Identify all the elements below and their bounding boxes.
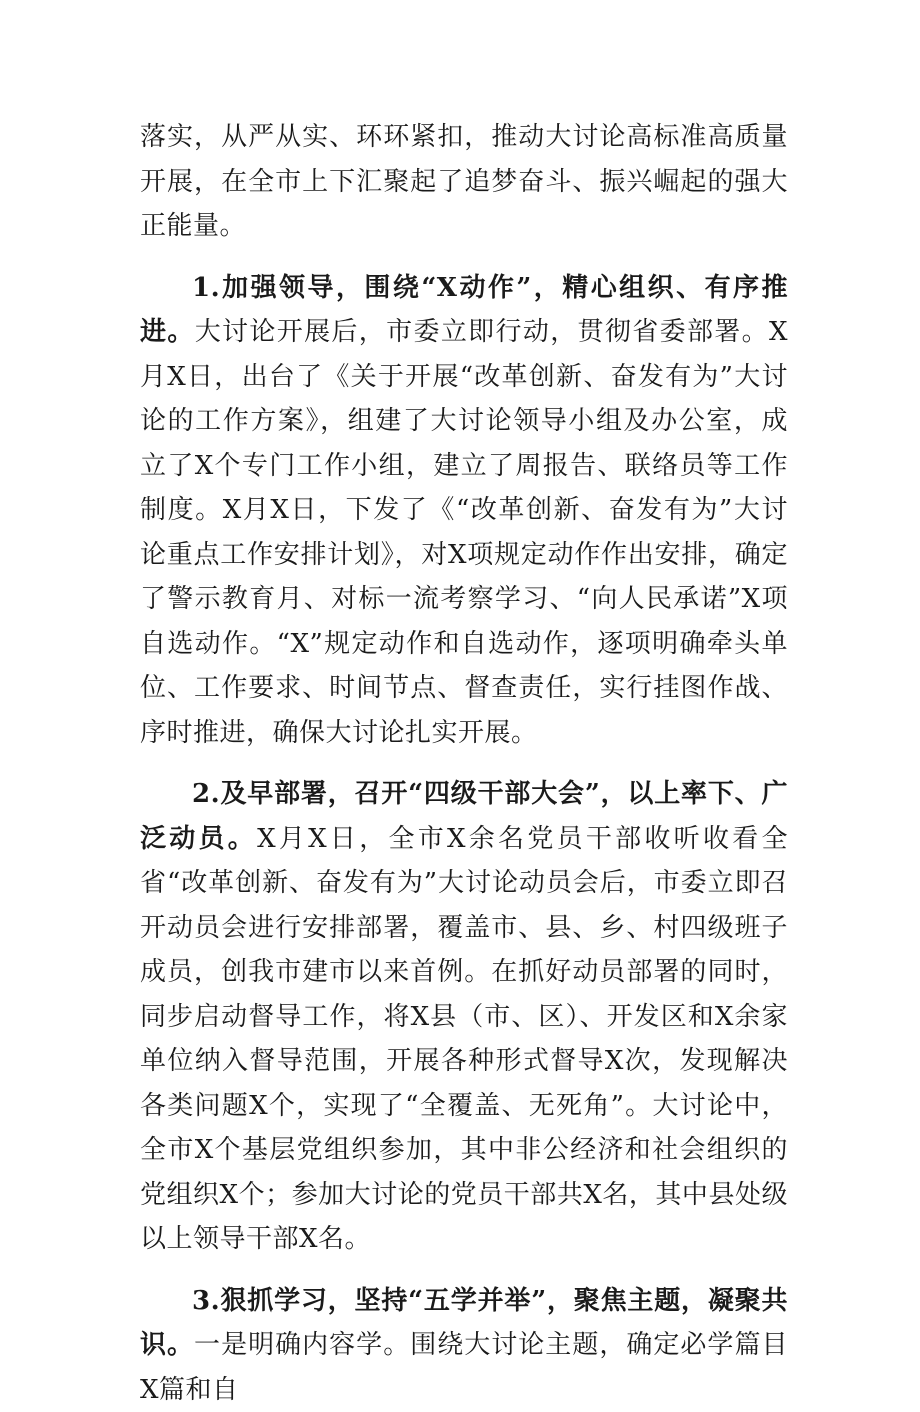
paragraph-text: X月X日，全市X余名党员干部收听收看全省“改革创新、奋发有为”大讨论动员会后，市委立即召开动员会进行安排部署，覆盖市、县、乡、村四级班子成员，创我市建市以来首例。在抓好动员部署的同时，同步启动督导工作，将X县（市、区）、开发区和X余家单位纳入督导范围，开展各种形式督导X次，发现解决各类问题X个，实现了“全覆盖、无死角”。大讨论中，全市X个基层党组织参加，其中非公经济和社会组织的党组织X个；参加大讨论的党员干部共X名，其中县处级以上领导干部X名。 (140, 824, 788, 1255)
paragraph-text: 落实，从严从实、环环紧扣，推动大讨论高标准高质量开展，在全市上下汇聚起了追梦奋斗、振兴崛起的强大正能量。 (140, 122, 788, 241)
paragraph-section-2 (140, 772, 788, 1262)
paragraph-text: 大讨论开展后，市委立即行动，贯彻省委部署。X月X日，出台了《关于开展“改革创新、奋发有为”大讨论的工作方案》，组建了大讨论领导小组及办公室，成立了X个专门工作小组，建立了周报告、联络员等工作制度。X月X日，下发了《“改革创新、奋发有为”大讨论重点工作安排计划》，对X项规定动作作出安排，确定了警示教育月、对标一流考察学习、“向人民承诺”X项自选动作。“X”规定动作和自选动作，逐项明确牵头单位、工作要求、时间节点、督查责任，实行挂图作战、序时推进，确保大讨论扎实开展。 (140, 317, 788, 748)
paragraph-section-1 (140, 266, 788, 756)
paragraph-continuation (140, 115, 788, 249)
section-heading: 2.及早部署，召开“四级干部大会”，以上率下、广泛动员。 (140, 779, 788, 854)
paragraph-section-3 (140, 1279, 788, 1412)
section-heading: 1.加强领导，围绕“X动作”，精心组织、有序推进。 (140, 273, 788, 348)
section-heading: 3.狠抓学习，坚持“五学并举”，聚焦主题，凝聚共识。 (140, 1286, 788, 1361)
paragraph-text: 一是明确内容学。围绕大讨论主题，确定必学篇目X篇和自 (140, 1330, 788, 1405)
